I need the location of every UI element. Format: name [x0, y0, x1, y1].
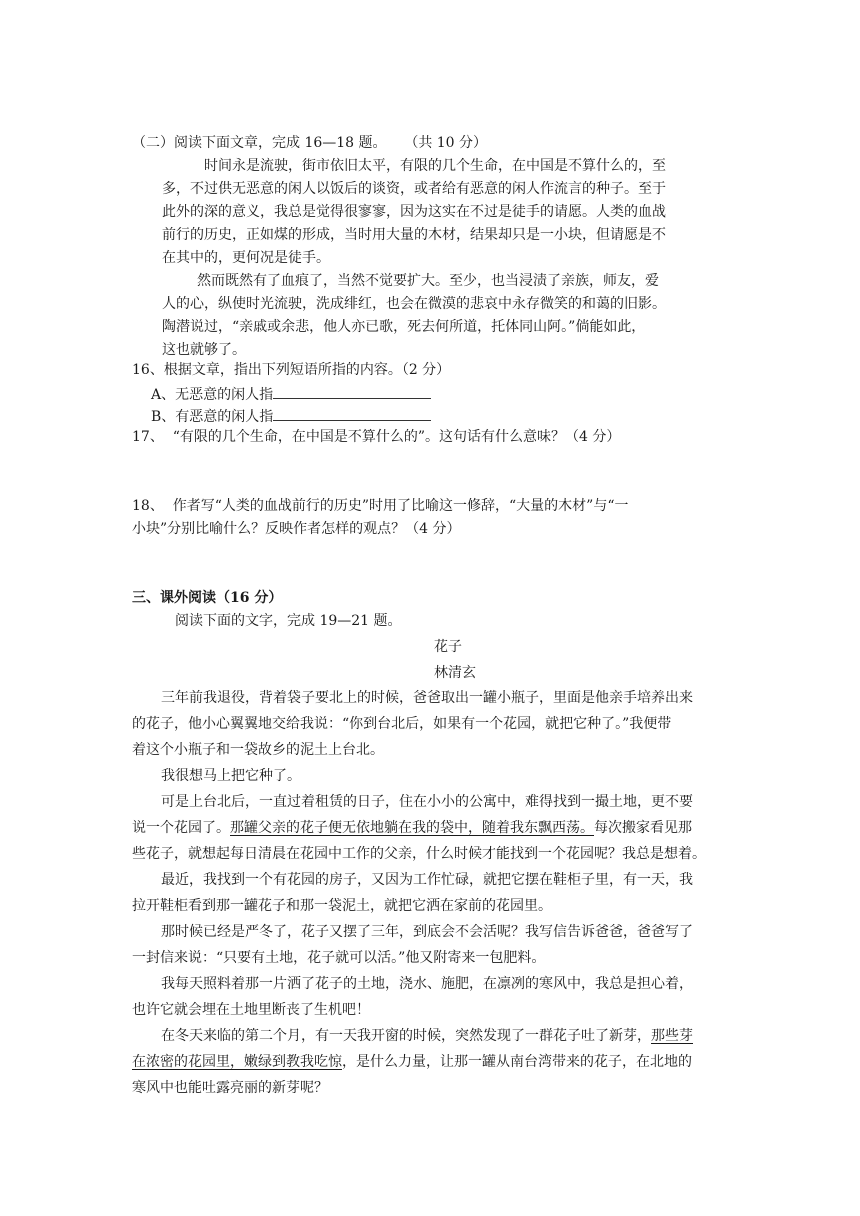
- underlined-sentence: 那些芽: [651, 1028, 693, 1044]
- article-line: 的花子，他小心翼翼地交给我说：“你到台北后，如果有一个花园，就把它种了。”我便带: [132, 716, 672, 732]
- section3-heading: 三、课外阅读（16 分）: [132, 590, 283, 606]
- article-line: [161, 1027, 693, 1045]
- article-text: 说一个花园了。: [132, 820, 230, 836]
- article-line: 一封信来说：“只要有土地，花子就可以活。”他又附寄来一包肥料。: [132, 950, 546, 966]
- passage-line: 然而既然有了血痕了，当然不觉要扩大。至少，也当浸渍了亲族，师友，爱: [197, 273, 659, 289]
- question-18-line2: 小块”分别比喻什么？反映作者怎样的观点？（4 分）: [132, 521, 461, 537]
- article-line: 最近，我找到一个有花园的房子，又因为工作忙碌，就把它摆在鞋柜子里，有一天，我: [161, 872, 693, 888]
- passage-line: 人的心，纵使时光流驶，洗成绯红，也会在微漠的悲哀中永存微笑的和蔼的旧影。: [162, 296, 666, 312]
- article-line: 那时候已经是严冬了，花子又摆了三年，到底会不会活呢？我写信告诉爸爸，爸爸写了: [161, 924, 693, 940]
- question-16-b-label: B、有恶意的闲人指: [151, 409, 274, 425]
- passage-line: 这也就够了。: [162, 342, 246, 358]
- question-18-line1: 18、 作者写“人类的血战前行的历史”时用了比喻这一修辞，“大量的木材”与“一: [132, 498, 629, 514]
- answer-blank-16a[interactable]: [273, 384, 431, 399]
- article-line: 些花子，就想起每日清晨在花园中工作的父亲，什么时候才能找到一个花园呢？我总是想着。: [132, 846, 706, 862]
- article-line: 寒风中也能吐露亮丽的新芽呢？: [132, 1080, 328, 1096]
- article-text: ，是什么力量，让那一罐从南台湾带来的花子，在北地的: [342, 1054, 692, 1070]
- article-title: 花子: [434, 639, 462, 655]
- passage-line: 此外的深的意义，我总是觉得很寥寥，因为这实在不过是徒手的请愿。人类的血战: [162, 204, 666, 220]
- question-16-b: [151, 406, 431, 426]
- article-line: 我每天照料着那一片洒了花子的土地，浇水、施肥，在凛冽的寒风中，我总是担心着，: [161, 976, 693, 992]
- passage-line: 陶潜说过，“亲戚或余悲，他人亦已歌，死去何所道，托体同山阿。”倘能如此，: [162, 319, 646, 335]
- answer-blank-16b[interactable]: [273, 406, 431, 421]
- article-line: [132, 819, 692, 837]
- passage-line: 前行的历史，正如煤的形成，当时用大量的木材，结果却只是一小块，但请愿是不: [162, 227, 666, 243]
- question-16-a: [151, 384, 431, 404]
- section2-header: （二）阅读下面文章，完成 16—18 题。 （共 10 分）: [132, 135, 488, 151]
- question-16-a-label: A、无恶意的闲人指: [151, 387, 274, 403]
- article-line: 我很想马上把它种了。: [161, 768, 301, 784]
- article-line: [132, 1053, 692, 1071]
- article-text: 每次搬家看见那: [594, 820, 692, 836]
- article-text: 在冬天来临的第二个月，有一天我开窗的时候，突然发现了一群花子吐了新芽，: [161, 1028, 651, 1044]
- passage-line: 时间永是流驶，街市依旧太平，有限的几个生命，在中国是不算什么的，至: [204, 158, 666, 174]
- passage-line: 多，不过供无恶意的闲人以饭后的谈资，或者给有恶意的闲人作流言的种子。至于: [162, 181, 666, 197]
- passage-line: 在其中的，更何况是徒手。: [162, 250, 330, 266]
- article-author: 林清玄: [434, 665, 476, 681]
- article-line: 拉开鞋柜看到那一罐花子和那一袋泥土，就把它洒在家前的花园里。: [132, 898, 552, 914]
- question-16: 16、根据文章，指出下列短语所指的内容。（2 分）: [132, 362, 451, 378]
- article-line: 也许它就会埋在土地里断丧了生机吧！: [132, 1002, 370, 1018]
- section3-intro: 阅读下面的文字，完成 19—21 题。: [175, 613, 402, 629]
- question-17: 17、 “有限的几个生命，在中国是不算什么的”。这句话有什么意味？（4 分）: [132, 429, 621, 445]
- article-line: 着这个小瓶子和一袋故乡的泥土上台北。: [132, 742, 384, 758]
- article-line: 可是上台北后，一直过着租赁的日子，住在小小的公寓中，难得找到一撮土地，更不要: [161, 794, 693, 810]
- underlined-sentence: 在浓密的花园里，嫩绿到教我吃惊: [132, 1054, 342, 1070]
- article-line: 三年前我退役，背着袋子要北上的时候，爸爸取出一罐小瓶子，里面是他亲手培养出来: [161, 690, 693, 706]
- underlined-sentence: 那罐父亲的花子便无依地躺在我的袋中，随着我东飘西荡。: [230, 820, 594, 836]
